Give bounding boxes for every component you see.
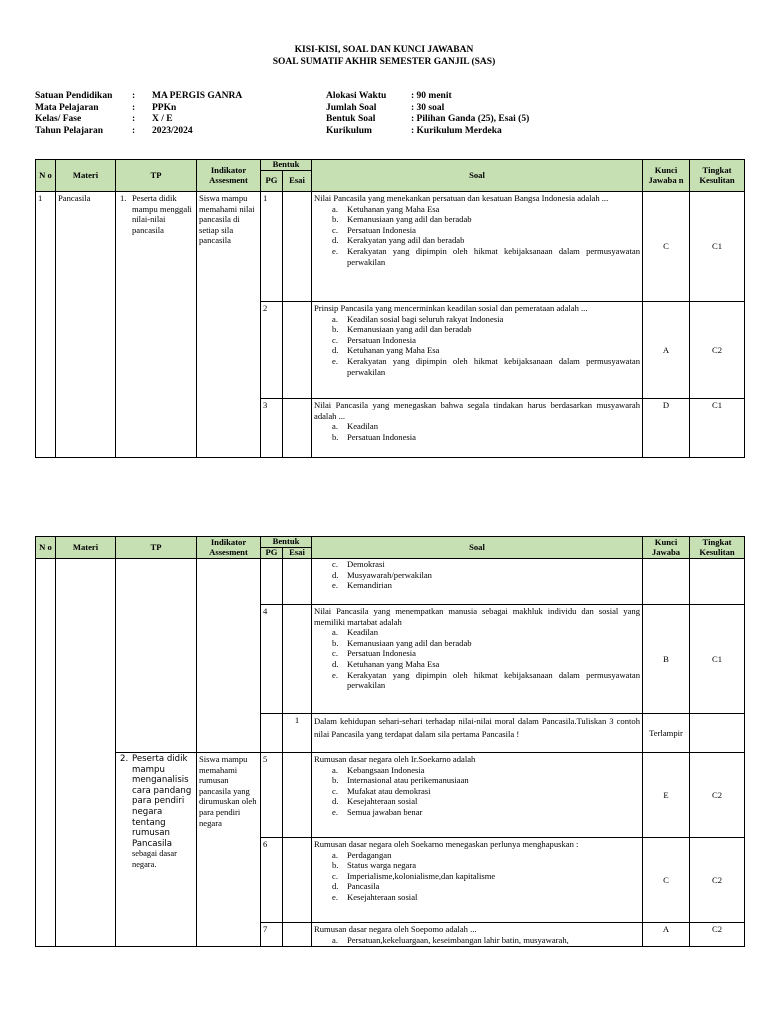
option-letter: d. bbox=[332, 569, 339, 580]
meta-right-row bbox=[326, 126, 529, 138]
question-text: Rumusan dasar negara oleh Soepomo adalah ... bbox=[314, 924, 477, 934]
option-text: Ketuhanan yang Maha Esa bbox=[347, 345, 440, 356]
option-letter: d. bbox=[332, 658, 339, 669]
option-letter: b. bbox=[332, 324, 339, 335]
option-letter: d. bbox=[332, 796, 339, 807]
col-esai: Esai bbox=[283, 171, 312, 192]
meta-k: Kurikulum bbox=[326, 125, 372, 136]
esai-cell bbox=[283, 399, 312, 458]
meta-right-row bbox=[326, 114, 529, 126]
tp-number: 2. bbox=[120, 754, 129, 764]
option-letter: e. bbox=[332, 580, 338, 591]
option-text: Kerakyatan yang dipimpin oleh hikmat kebijaksanaan dalam permusyawatan perwakilan bbox=[347, 245, 640, 267]
option-letter: d. bbox=[332, 345, 339, 356]
option-item bbox=[332, 431, 640, 443]
meta-k: Alokasi Waktu bbox=[326, 91, 387, 101]
meta-v: : 90 menit bbox=[411, 91, 452, 101]
option-item bbox=[332, 669, 640, 691]
option-text: Keadilan bbox=[347, 627, 379, 638]
kunci-cell: D bbox=[643, 399, 690, 458]
soal-cell bbox=[312, 605, 643, 714]
col-bentuk: Bentuk bbox=[261, 160, 312, 171]
option-text: Keadilan bbox=[347, 421, 379, 432]
option-item bbox=[332, 224, 640, 236]
option-letter: a. bbox=[332, 203, 338, 214]
option-text: Kerakyatan yang adil dan beradab bbox=[347, 235, 465, 246]
option-item bbox=[332, 214, 640, 225]
soal-cell bbox=[312, 923, 643, 947]
option-item bbox=[332, 313, 640, 325]
option-letter: c. bbox=[332, 648, 338, 659]
indikator-cell: Siswa mampu memahami rumusan pancasila yang dirumuskan oleh para pendiri negara bbox=[197, 753, 261, 947]
option-letter: b. bbox=[332, 775, 339, 786]
meta-left bbox=[35, 91, 322, 137]
kunci-cell: A bbox=[643, 302, 690, 399]
option-item bbox=[332, 775, 640, 786]
pg-cell: 2 bbox=[261, 302, 283, 399]
doc-title-line1: KISI-KISI, SOAL DAN KUNCI JAWABAN bbox=[294, 45, 474, 55]
col-kunci: Kunci Jawaba n bbox=[643, 160, 690, 192]
materi-cell: Pancasila bbox=[56, 192, 116, 458]
pg-cell: 6 bbox=[261, 838, 283, 923]
col-materi: Materi bbox=[56, 160, 116, 192]
kunci-cell: C bbox=[643, 838, 690, 923]
pg-cell: 4 bbox=[261, 605, 283, 714]
option-letter: d. bbox=[332, 881, 339, 892]
option-item bbox=[332, 891, 640, 903]
kunci-cell bbox=[643, 559, 690, 605]
col-no: N o bbox=[36, 537, 56, 559]
kunci-cell: E bbox=[643, 753, 690, 838]
option-text: Kemanusiaan yang adil dan beradab bbox=[347, 214, 472, 225]
option-text: Kesejahteraan sosial bbox=[347, 891, 418, 902]
option-list bbox=[314, 935, 640, 946]
meta-v: : 30 soal bbox=[411, 102, 445, 113]
meta-k: Satuan Pendidikan bbox=[35, 91, 113, 101]
esai-cell bbox=[283, 923, 312, 947]
option-item bbox=[332, 580, 640, 591]
tp-cell bbox=[116, 192, 197, 458]
col-indikator: Indikator Assesment bbox=[197, 160, 261, 192]
col-tp: TP bbox=[116, 160, 197, 192]
option-item bbox=[332, 796, 640, 807]
soal-cell bbox=[312, 714, 643, 753]
option-text: Kemanusiaan yang adil dan beradab bbox=[347, 324, 472, 335]
esai-cell: 1 bbox=[283, 714, 312, 753]
option-text: Kemanusiaan yang adil dan beradab bbox=[347, 637, 472, 648]
option-text: Imperialisme,kolonialisme,dan kapitalisme bbox=[347, 870, 496, 881]
col-tp: TP bbox=[116, 537, 197, 559]
option-text: Kerakyatan yang dipimpin oleh hikmat kebijaksanaan dalam permusyawatan perwakilan bbox=[347, 355, 640, 377]
option-item bbox=[332, 764, 640, 776]
pg-cell: 7 bbox=[261, 923, 283, 947]
option-letter: c. bbox=[332, 870, 338, 881]
tp-cell bbox=[116, 559, 197, 753]
option-item bbox=[332, 235, 640, 246]
option-text: Mufakat atau demokrasi bbox=[347, 785, 431, 796]
tp-text: Peserta didik mampu menggali nilai-nilai pancasila bbox=[132, 193, 192, 235]
option-letter: b. bbox=[332, 431, 339, 442]
doc-title-line2: SOAL SUMATIF AKHIR SEMESTER GANJIL (SAS) bbox=[272, 57, 496, 67]
option-letter: a. bbox=[332, 849, 338, 860]
indikator-cell bbox=[197, 559, 261, 753]
meta-right-row bbox=[326, 103, 529, 115]
pg-cell bbox=[261, 714, 283, 753]
kisi-table-2 bbox=[35, 536, 745, 947]
option-item bbox=[332, 569, 640, 581]
option-letter: a. bbox=[332, 764, 338, 775]
tingkat-cell: C2 bbox=[690, 923, 745, 947]
tingkat-cell: C2 bbox=[690, 838, 745, 923]
col-indikator: Indikator Assesment bbox=[197, 537, 261, 559]
pg-cell: 3 bbox=[261, 399, 283, 458]
meta-k: Tahun Pelajaran bbox=[35, 125, 104, 136]
col-soal: Soal bbox=[312, 537, 643, 559]
option-item bbox=[332, 849, 640, 861]
option-item bbox=[332, 355, 640, 377]
option-letter: b. bbox=[332, 214, 339, 225]
kunci-cell: A bbox=[643, 923, 690, 947]
col-esai: Esai bbox=[283, 548, 312, 559]
esai-cell bbox=[283, 838, 312, 923]
tingkat-cell bbox=[690, 559, 745, 605]
option-text: Demokrasi bbox=[347, 559, 385, 569]
option-list bbox=[314, 314, 640, 378]
option-letter: e. bbox=[332, 891, 338, 902]
meta-left-row bbox=[35, 103, 322, 115]
kunci-cell: Terlampir bbox=[643, 714, 690, 753]
soal-cell bbox=[312, 838, 643, 923]
tingkat-cell bbox=[690, 714, 745, 753]
meta-v: : Kurikulum Merdeka bbox=[411, 125, 502, 136]
option-text: Persatuan Indonesia bbox=[347, 431, 416, 442]
option-text: Persatuan Indonesia bbox=[347, 224, 416, 235]
option-letter: c. bbox=[332, 334, 338, 345]
option-item bbox=[332, 870, 640, 882]
meta-v: 2023/2024 bbox=[152, 125, 193, 136]
option-letter: a. bbox=[332, 313, 338, 324]
pg-cell: 5 bbox=[261, 753, 283, 838]
question-text: Nilai Pancasila yang menekankan persatuan dan kesatuan Bangsa Indonesia adalah ... bbox=[314, 193, 609, 203]
option-item bbox=[332, 806, 640, 818]
option-text: Keadilan sosial bagi seluruh rakyat Indonesia bbox=[347, 313, 504, 324]
option-text: Internasional atau perikemanusiaan bbox=[347, 775, 469, 786]
option-list bbox=[314, 421, 640, 442]
option-text: Perdagangan bbox=[347, 849, 392, 860]
option-letter: b. bbox=[332, 860, 339, 871]
tp-text bbox=[132, 754, 191, 870]
meta-right bbox=[326, 91, 529, 137]
option-text: Kesejahteraan sosial bbox=[347, 796, 418, 807]
option-list bbox=[314, 627, 640, 691]
meta-left-row bbox=[35, 114, 322, 126]
meta-k: Kelas/ Fase bbox=[35, 114, 82, 124]
pg-cell bbox=[261, 559, 283, 605]
option-letter: a. bbox=[332, 421, 338, 432]
tingkat-cell: C1 bbox=[690, 605, 745, 714]
option-item bbox=[332, 559, 640, 570]
col-no: N o bbox=[36, 160, 56, 192]
tingkat-cell: C2 bbox=[690, 302, 745, 399]
kunci-cell: C bbox=[643, 192, 690, 302]
option-item bbox=[332, 637, 640, 649]
soal-cell bbox=[312, 192, 643, 302]
option-text: Persatuan Indonesia bbox=[347, 334, 416, 345]
option-text: Semua jawaban benar bbox=[347, 806, 423, 817]
soal-cell bbox=[312, 399, 643, 458]
meta-c: : bbox=[132, 102, 136, 113]
kunci-cell: B bbox=[643, 605, 690, 714]
option-list bbox=[314, 204, 640, 268]
col-soal: Soal bbox=[312, 160, 643, 192]
option-item bbox=[332, 245, 640, 267]
question-text: Rumusan dasar negara oleh Ir.Soekarno adalah bbox=[314, 754, 476, 764]
tingkat-cell: C1 bbox=[690, 399, 745, 458]
option-letter: e. bbox=[332, 245, 338, 256]
option-text: Kemandirian bbox=[347, 580, 392, 591]
esai-cell bbox=[283, 559, 312, 605]
option-text: Pancasila bbox=[347, 881, 380, 892]
meta-c: : bbox=[132, 114, 136, 124]
meta-k: Mata Pelajaran bbox=[35, 102, 99, 113]
row-no bbox=[36, 559, 56, 947]
kisi-table-1 bbox=[35, 159, 745, 458]
option-text: Musyawarah/perwakilan bbox=[347, 569, 432, 580]
col-tingkat: Tingkat Kesulitan bbox=[690, 537, 745, 559]
col-bentuk: Bentuk bbox=[261, 537, 312, 548]
meta-right-row bbox=[326, 91, 529, 103]
option-text: Status warga negara bbox=[347, 860, 417, 871]
meta-v: MA PERGIS GANRA bbox=[152, 91, 243, 101]
esai-cell bbox=[283, 302, 312, 399]
row-no: 1 bbox=[36, 192, 56, 458]
option-letter: c. bbox=[332, 224, 338, 235]
option-letter: d. bbox=[332, 235, 339, 246]
option-list bbox=[314, 765, 640, 818]
col-kunci: Kunci Jawaba bbox=[643, 537, 690, 559]
col-pg: PG bbox=[261, 548, 283, 559]
tingkat-cell: C1 bbox=[690, 192, 745, 302]
option-text: Ketuhanan yang Maha Esa bbox=[347, 658, 440, 669]
question-text: Prinsip Pancasila yang mencerminkan keadilan sosial dan pemerataan adalah ... bbox=[314, 303, 588, 313]
option-letter: e. bbox=[332, 806, 338, 817]
tp-cell bbox=[116, 753, 197, 947]
col-materi: Materi bbox=[56, 537, 116, 559]
meta-left-row bbox=[35, 126, 322, 138]
option-letter: a. bbox=[332, 627, 338, 638]
tp-number: 1. bbox=[120, 193, 127, 203]
soal-cell bbox=[312, 302, 643, 399]
tingkat-cell: C2 bbox=[690, 753, 745, 838]
question-text: Nilai Pancasila yang menempatkan manusia sebagai makhluk individu dan sosial yang memiliki martabat adalah bbox=[314, 606, 640, 627]
option-item bbox=[332, 658, 640, 670]
meta-k: Bentuk Soal bbox=[326, 114, 376, 124]
esai-cell bbox=[283, 605, 312, 714]
indikator-cell: Siswa mampu memahami nilai pancasila di setiap sila pancasila bbox=[197, 192, 261, 458]
option-letter: a. bbox=[332, 934, 338, 945]
option-item bbox=[332, 334, 640, 346]
tp-text-tail: sebagai dasar negara. bbox=[132, 849, 177, 869]
option-item bbox=[332, 421, 640, 432]
option-text: Persatuan,kekeluargaan, keseimbangan lahir batin, musyawarah, bbox=[347, 934, 569, 945]
option-text: Persatuan Indonesia bbox=[347, 648, 416, 659]
question-text: Rumusan dasar negara oleh Soekarno menegaskan perlunya menghapuskan : bbox=[314, 839, 579, 849]
option-item bbox=[332, 648, 640, 659]
meta-v: : Pilihan Ganda (25), Esai (5) bbox=[411, 114, 530, 124]
materi-cell bbox=[56, 559, 116, 947]
option-item bbox=[332, 785, 640, 797]
question-text: Nilai Pancasila yang menegaskan bahwa segala tindakan harus berdasarkan musyawarah adalah ... bbox=[314, 400, 640, 421]
meta-c: : bbox=[132, 91, 136, 101]
option-letter: e. bbox=[332, 669, 338, 680]
col-tingkat: Tingkat Kesulitan bbox=[690, 160, 745, 192]
esai-cell bbox=[283, 192, 312, 302]
soal-cell bbox=[312, 559, 643, 605]
option-item bbox=[332, 345, 640, 356]
option-item bbox=[332, 203, 640, 215]
option-text: Ketuhanan yang Maha Esa bbox=[347, 203, 440, 214]
tp-text-main: Peserta didik mampu menganalisis cara pandang para pendiri negara tentang rumusan Pancasila bbox=[132, 754, 192, 849]
option-text: Kebangsaan Indonesia bbox=[347, 764, 425, 775]
meta-c: : bbox=[132, 125, 136, 136]
option-letter: c. bbox=[332, 785, 338, 796]
meta-v: X / E bbox=[152, 114, 173, 124]
option-letter: b. bbox=[332, 637, 339, 648]
meta-v: PPKn bbox=[152, 102, 177, 113]
option-item bbox=[332, 881, 640, 892]
option-letter: c. bbox=[332, 559, 338, 569]
option-text: Kerakyatan yang dipimpin oleh hikmat kebijaksanaan dalam permusyawatan perwakilan bbox=[347, 669, 640, 691]
meta-k: Jumlah Soal bbox=[326, 102, 377, 113]
pg-cell: 1 bbox=[261, 192, 283, 302]
option-item bbox=[332, 324, 640, 335]
col-pg: PG bbox=[261, 171, 283, 192]
soal-cell bbox=[312, 753, 643, 838]
option-item bbox=[332, 627, 640, 638]
option-item bbox=[332, 860, 640, 871]
option-item bbox=[332, 934, 640, 946]
question-text: Dalam kehidupan sehari-sehari terhadap nilai-nilai moral dalam Pancasila.Tuliskan 3 contoh nilai Pancasila yang terdapat dalam sila pertama Pancasila ! bbox=[314, 716, 640, 739]
meta-left-row bbox=[35, 91, 322, 103]
esai-cell bbox=[283, 753, 312, 838]
option-letter: e. bbox=[332, 355, 338, 366]
option-list bbox=[314, 559, 640, 591]
option-list bbox=[314, 850, 640, 903]
